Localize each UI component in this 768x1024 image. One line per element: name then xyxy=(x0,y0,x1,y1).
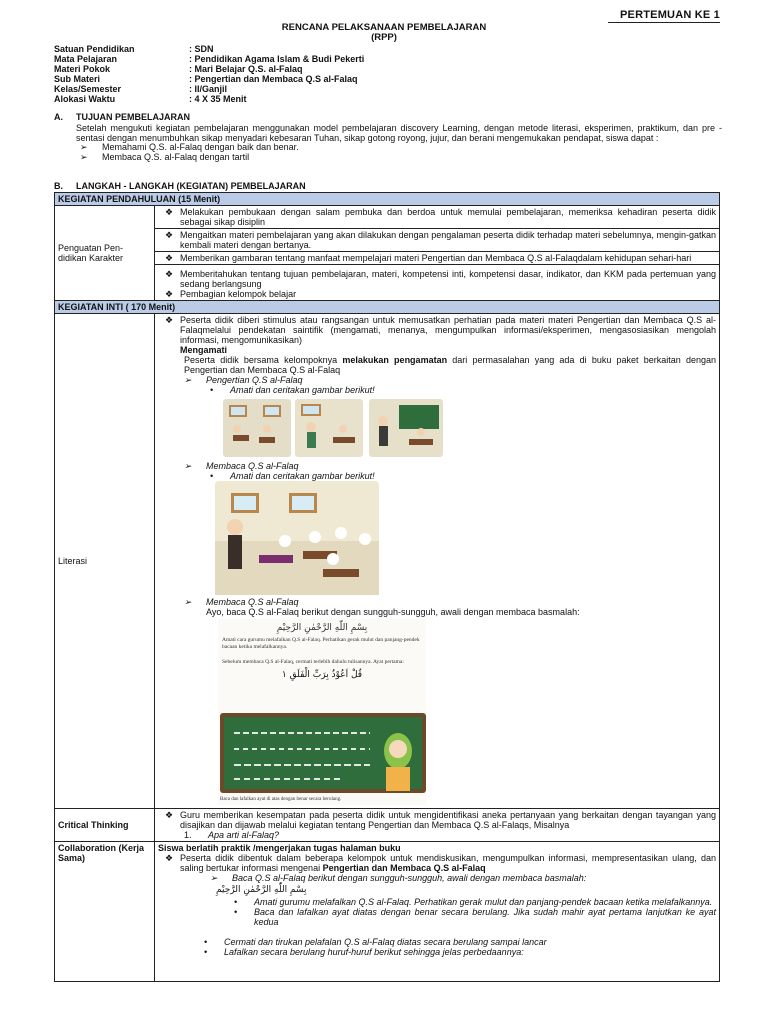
identity-key: Kelas/Semester xyxy=(54,84,122,94)
instruction-item xyxy=(234,907,716,927)
diamond-bullet-icon: ❖ xyxy=(164,253,174,263)
identity-value: : II/Ganjil xyxy=(189,84,228,94)
ayah-1-text: قُلْ اَعُوْذُ بِرَبِّ الْفَلَقِ xyxy=(289,670,363,680)
arrow-bullet-icon: ➢ xyxy=(184,375,192,385)
activity-cell xyxy=(155,265,720,301)
dot-bullet-icon: • xyxy=(210,385,214,395)
identity-key: Satuan Pendidikan xyxy=(54,44,135,54)
observe-bold: melakukan pengamatan xyxy=(342,355,448,365)
instruction-item xyxy=(210,385,716,395)
dot-bullet-icon: • xyxy=(204,947,208,957)
identity-key: Mata Pelajaran xyxy=(54,54,118,64)
collab-cell xyxy=(155,842,720,982)
instruction-text: Baca dan lafalkan ayat diatas dengan benar secara berulang. Jika sudah mahir ayat pertama lanjutkan ke ayat kedua xyxy=(254,907,716,927)
dot-bullet-icon: • xyxy=(234,897,238,907)
instruction-item xyxy=(210,471,716,481)
book-line-2: Sebelum membaca Q.S al-Falaq, cermati terlebih dahulu tulisannya. Ayat pertama: xyxy=(222,659,404,665)
observe-title: Mengamati xyxy=(180,345,228,355)
phase-label: Collaboration (Kerja Sama) xyxy=(55,842,155,982)
arrow-bullet-icon: ➢ xyxy=(80,152,88,162)
diamond-bullet-icon: ❖ xyxy=(164,810,174,820)
diamond-bullet-icon: ❖ xyxy=(164,289,174,299)
activity-cell xyxy=(155,229,720,252)
identity-value: : SDN xyxy=(189,44,214,54)
arrow-bullet-icon: ➢ xyxy=(184,597,192,607)
dot-bullet-icon: • xyxy=(210,471,214,481)
sub-title: Membaca Q.S al-Falaq xyxy=(206,597,299,607)
goal-item xyxy=(80,152,249,163)
steps-table xyxy=(54,192,720,982)
phase-header: KEGIATAN INTI ( 170 Menit) xyxy=(55,301,720,314)
diamond-bullet-icon: ❖ xyxy=(164,207,174,217)
arrow-bullet-icon: ➢ xyxy=(210,873,218,883)
observe-post: dari permasalahan yang ada di buku paket berkaitan dengan Pengertian dan Membaca Q.S al-Falaq xyxy=(184,355,716,375)
doc-title: RENCANA PELAKSANAAN PEMBELAJARAN xyxy=(281,22,487,33)
intro-text: Peserta didik diberi stimulus atau rangsangan untuk memusatkan perhatian pada materi materi Pengertian dan Membaca Q.S al-Falaqmelalui pendekatan saintifik (mengamati, menanya, mengumpulkan informasi/eksperimen, mengasosiasikan mengolah informasi, mengomunikasikan) xyxy=(180,315,716,345)
phase-header: KEGIATAN PENDAHULUAN (15 Menit) xyxy=(55,193,720,206)
chalkboard-illustration xyxy=(220,713,426,793)
diamond-bullet-icon: ❖ xyxy=(164,853,174,863)
question-item xyxy=(184,830,716,840)
instruction-text: Cermati dan tirukan pelafalan Q.S al-Falaq diatas secara berulang sampai lancar xyxy=(224,937,547,947)
identity-value: : Mari Belajar Q.S. al-Falaq xyxy=(189,64,303,74)
collab-heading: Siswa berlatih praktik /mengerjakan tugas halaman buku xyxy=(158,843,401,853)
arrow-bullet-icon: ➢ xyxy=(184,461,192,471)
sub-item xyxy=(184,375,716,385)
collab-text-bold: Pengertian dan Membaca Q.S al-Falaq xyxy=(322,863,486,873)
sub-item xyxy=(210,873,716,883)
goal-paragraph: Setelah mengukuti kegiatan pembelajaran menggunakan model pembelajaran discovery Learning, dengan metode literasi, eksperimen, praktikum, dan pre - sentasi dengan menumbuhkan sikap menyadari kebesaran Tuhan, sikap gotong royong, jujur, dan berani mengemukakan pendapat, siswa dapat : xyxy=(76,123,722,143)
sub-item xyxy=(184,597,716,607)
dot-bullet-icon: • xyxy=(234,907,238,917)
section-a-heading xyxy=(54,112,190,122)
activity-text: Melakukan pembukaan dengan salam pembuka dan berdoa untuk memulai pembelajaran, memeriksa kehadiran peserta didik sebagai sikap disiplin xyxy=(180,207,716,227)
activity-text: Memberitahukan tentang tujuan pembelajaran, materi, kompetensi inti, kompetensi dasar, indikator, dan KKM pada pertemuan yang sedang berlangsung xyxy=(180,269,716,289)
phase-label: Critical Thinking xyxy=(55,809,155,842)
identity-key: Alokasi Waktu xyxy=(54,94,116,104)
question-number: 1. xyxy=(184,830,192,840)
observe-pre: Peserta didik bersama kelompoknya xyxy=(184,355,343,365)
dot-bullet-icon: • xyxy=(204,937,208,947)
phase-label: Literasi xyxy=(55,314,155,809)
identity-key: Materi Pokok xyxy=(54,64,111,74)
identity-block xyxy=(54,44,364,104)
observe-text xyxy=(184,355,716,375)
identity-value: : Pengertian dan Membaca Q.S al-Falaq xyxy=(189,74,358,84)
section-number: A. xyxy=(54,112,63,122)
collab-text-pre: Peserta didik dibentuk dalam beberapa kelompok untuk mendiskusikan, mengumpulkan informasi, mempresentasikan ulang, dan saling bertukar informasi mengenai xyxy=(180,853,716,873)
section-title: LANGKAH - LANGKAH (KEGIATAN) PEMBELAJARAN xyxy=(76,181,306,191)
sub-item xyxy=(184,461,716,471)
instruction-text: Amati dan ceritakan gambar berikut! xyxy=(230,385,375,395)
section-b-heading xyxy=(54,181,306,191)
diamond-bullet-icon: ❖ xyxy=(164,315,174,325)
sub-title: Baca Q.S al-Falaq berikut dengan sungguh-sungguh, awali dengan membaca basmalah: xyxy=(232,873,587,883)
identity-key: Sub Materi xyxy=(54,74,101,84)
goal-text: Memahami Q.S. al-Falaq dengan baik dan benar. xyxy=(102,142,299,152)
bismillah-text: بِسْمِ اللّٰهِ الرَّحْمٰنِ الرَّحِيْمِ xyxy=(216,885,307,895)
book-caption: Baca dan lafalkan ayat di atas dengan benar secara berulang. xyxy=(220,797,342,802)
meeting-label: PERTEMUAN KE 1 xyxy=(620,9,720,21)
question-text: Apa arti al-Falaq? xyxy=(208,830,280,840)
book-page xyxy=(218,619,426,805)
illustration-row-2 xyxy=(158,481,716,597)
goal-text: Membaca Q.S. al-Falaq dengan tartil xyxy=(102,152,250,162)
identity-value: : 4 X 35 Menit xyxy=(189,94,247,104)
critical-text: Guru memberikan kesempatan pada peserta didik untuk mengidentifikasi aneka pertanyaan yang berkaitan dengan tayangan yang disajikan dan dijawab melalui kegiatan tentang Pengertian dan Membaca Q.S al-Falaqs, Misalnya xyxy=(180,810,716,830)
diamond-bullet-icon: ❖ xyxy=(164,230,174,240)
collab-text xyxy=(180,853,716,873)
activity-text: Mengaitkan materi pembelajaran yang akan dilakukan dengan pengalaman peserta didik terhadap materi sebelumnya, mengin-gatkan kembali materi dengan bertanya. xyxy=(180,230,716,250)
diamond-bullet-icon: ❖ xyxy=(164,269,174,279)
arrow-bullet-icon: ➢ xyxy=(80,142,88,152)
instruction-item xyxy=(204,947,716,957)
literasi-cell xyxy=(155,314,720,809)
classroom-illustration-2 xyxy=(215,481,379,595)
instruction-item xyxy=(204,937,716,947)
instruction-text: Amati dan ceritakan gambar berikut! xyxy=(230,471,375,481)
activity-text: Pembagian kelompok belajar xyxy=(180,289,297,299)
identity-value: : Pendidikan Agama Islam & Budi Pekerti xyxy=(189,54,365,64)
instruction-text: Lafalkan secara berulang huruf-huruf berikut sehingga jelas perbedaannya: xyxy=(224,947,524,957)
classroom-illustration-1 xyxy=(223,399,443,457)
activity-cell xyxy=(155,252,720,265)
instruction-text: Amati gurumu melafalkan Q.S al-Falaq. Perhatikan gerak mulut dan panjang-pendek bacaan ketika melafalkannya. xyxy=(254,897,713,907)
instruction-item xyxy=(234,897,716,907)
ayah-1 xyxy=(218,670,426,680)
section-number: B. xyxy=(54,181,63,191)
book-line-1: Amati cara gurumu melafalkan Q.S al-Falaq. Perhatikan gerak mulut dan panjang-pendek bacaan ketika melafalkannya. xyxy=(222,637,420,650)
quran-page-image xyxy=(158,617,716,807)
activity-cell xyxy=(155,206,720,229)
sub-title: Pengertian Q.S al-Falaq xyxy=(206,375,303,385)
critical-cell xyxy=(155,809,720,842)
sub-title: Membaca Q.S al-Falaq xyxy=(206,461,299,471)
section-title: TUJUAN PEMBELAJARAN xyxy=(76,112,191,122)
sub-text: Ayo, baca Q.S al-Falaq berikut dengan sungguh-sungguh, awali dengan membaca basmalah: xyxy=(206,607,580,617)
activity-text: Memberikan gambaran tentang manfaat mempelajari materi Pengertian dan Membaca Q.S al-Falaqdalam kehidupan sehari-hari xyxy=(180,253,692,263)
phase-label: Penguatan Pen-didikan Karakter xyxy=(55,206,155,301)
doc-subtitle: (RPP) xyxy=(371,32,397,43)
illustration-row-1 xyxy=(158,395,716,461)
ayah-number: ١ xyxy=(281,670,287,680)
bismillah-text: بِسْمِ اللّٰهِ الرَّحْمٰنِ الرَّحِيْمِ xyxy=(276,623,368,633)
